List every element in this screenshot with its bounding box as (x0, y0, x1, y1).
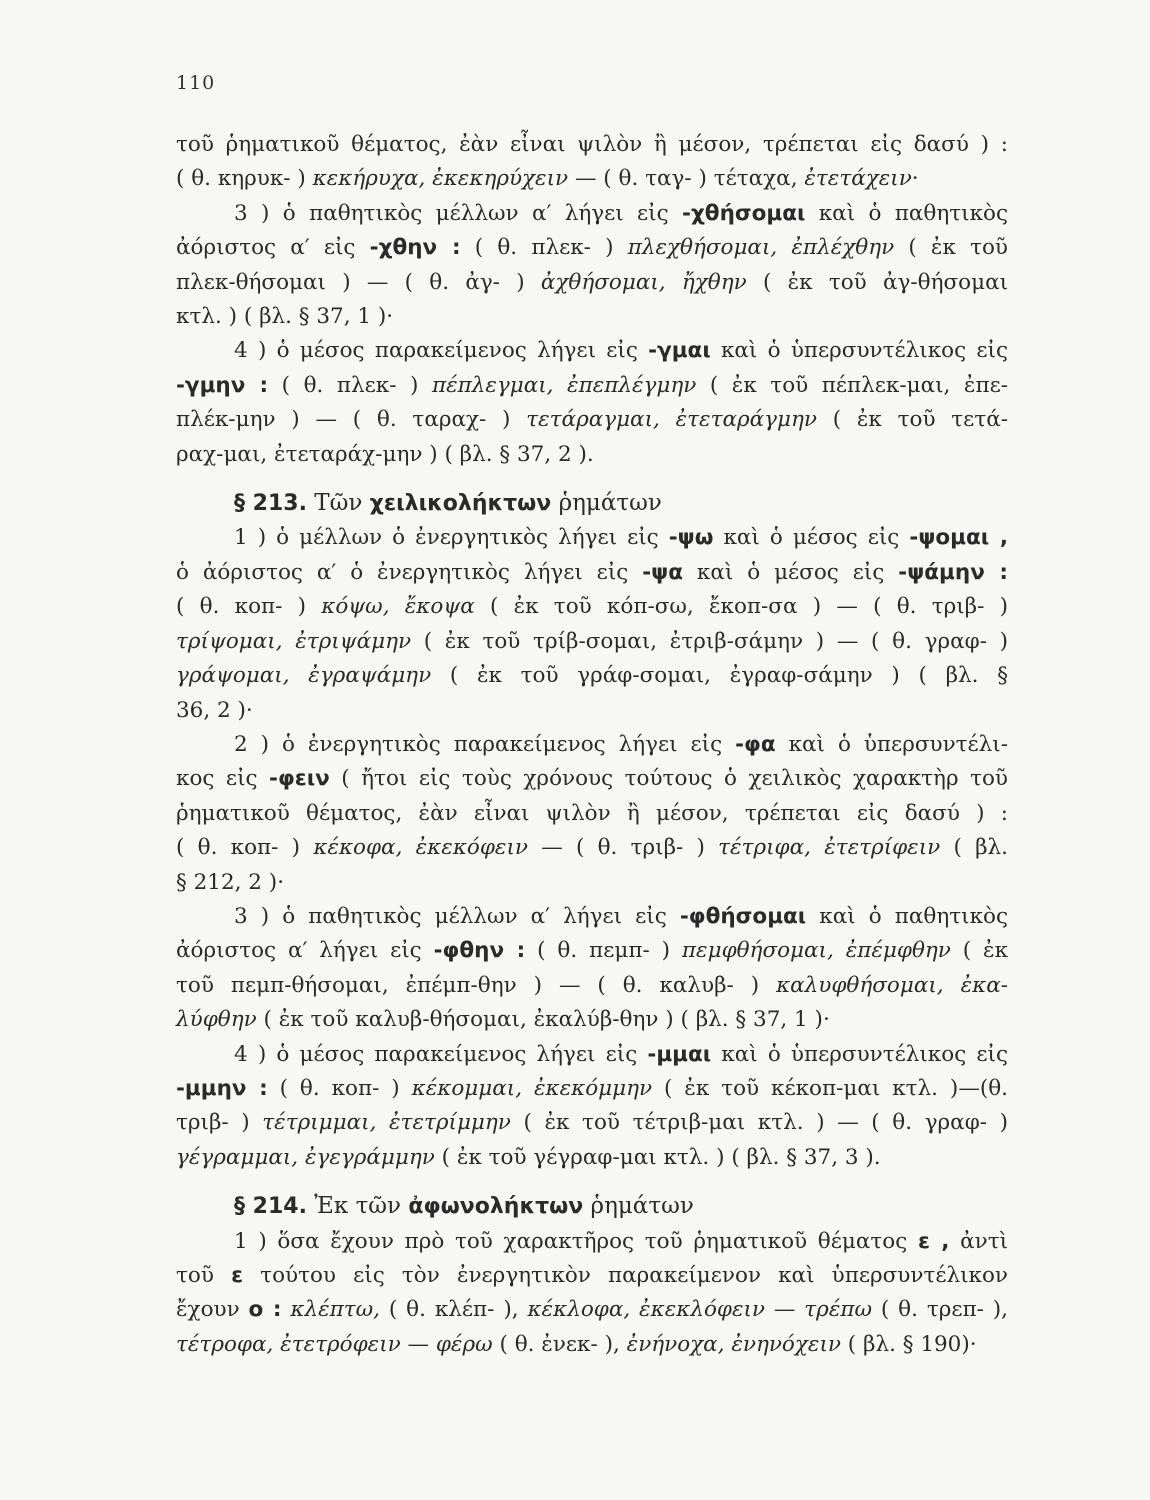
text-run: ὁ ἀόριστος α′ ὁ ἐνεργητικὸς λήγει εἰς (176, 559, 643, 585)
text-run: — ( θ. ταγ- ) τέταχα, (568, 166, 805, 192)
text-line (176, 1328, 1008, 1362)
text-line (176, 266, 1008, 300)
text-run: ( θ. πεμπ- ) (525, 938, 682, 964)
text-run: 1 ) ὅσα ἔχουν πρὸ τοῦ χαρακτῆρος τοῦ ῥηματικοῦ θέματος (234, 1228, 918, 1254)
text-line (176, 1072, 1008, 1106)
text-line (176, 162, 1008, 196)
bold-term: § 214. (234, 1194, 307, 1220)
italic-form: πλεχθήσομαι, ἐπλέχθην (627, 235, 895, 261)
text-run: ( ἐκ τοῦ πέπλεκ-μαι, ἐπε- (696, 372, 1008, 398)
bold-term: ο : (248, 1297, 282, 1323)
text-run: καὶ ὁ ὑπερσυντέλι- (775, 731, 1009, 757)
bold-term: -χθήσομαι (682, 200, 806, 226)
text-run: ἀόριστος α′ λήγει εἰς (176, 938, 434, 964)
text-line (176, 590, 1008, 624)
text-run: § 212, 2 )· (176, 869, 285, 895)
text-run: καὶ ὁ μέσος εἰς (682, 559, 899, 585)
text-run: — ( θ. τριβ- ) (527, 835, 719, 861)
text-line (176, 694, 1008, 728)
bold-term: -ψα (642, 559, 683, 585)
text-line (176, 762, 1008, 796)
italic-form: ἀχθήσομαι, ἤχθην (540, 269, 747, 295)
text-run: — (400, 1331, 436, 1357)
text-run: 1 ) ὁ μέλλων ὁ ἐνεργητικὸς λήγει εἰς (234, 525, 669, 551)
text-run: 4 ) ὁ μέσος παρακείμενος λήγει εἰς (234, 1041, 648, 1067)
section-heading (176, 486, 1008, 521)
text-run: ( θ. κοπ- ) (176, 594, 322, 620)
italic-form: τέτριμμαι, ἐτετρίμμην (262, 1110, 511, 1136)
text-run: ( ἐκ (950, 938, 1008, 964)
text-run: 36, 2 )· (176, 697, 253, 723)
bold-term: -φθήσομαι (679, 903, 807, 929)
bold-term: -ψομαι , (909, 525, 1008, 551)
text-run: ( ἐκ τοῦ κέκοπ-μαι κτλ. )—(θ. (652, 1075, 1008, 1101)
text-run: ( θ. πλεκ- ) (268, 372, 432, 398)
text-line (176, 797, 1008, 831)
text-line (176, 1141, 1008, 1175)
page-number: 110 (176, 72, 216, 94)
text-run: ( ἐκ τοῦ κόπ-σω, ἔκοπ-σα ) — ( θ. τριβ- ) (474, 594, 1008, 620)
text-run: τοῦ (176, 1263, 232, 1288)
text-line (176, 403, 1008, 437)
text-run: καὶ ὁ παθητικὸς (806, 903, 1008, 929)
bold-term: § 213. (234, 491, 307, 517)
bold-term: χειλικολήκτων (369, 491, 552, 517)
text-run: ( βλ. § 190)· (840, 1331, 977, 1357)
text-run: 3 ) ὁ παθητικὸς μέλλων α′ λήγει εἰς (234, 903, 680, 929)
text-run: καὶ ὁ παθητικὸς (805, 200, 1009, 226)
text-run: ( ἐκ τοῦ ἀγ-θήσομαι (746, 269, 1009, 295)
text-run: τούτου εἰς τὸν ἐνεργητικὸν παρακείμενον καὶ ὑπερσυντέλικον (243, 1263, 1008, 1288)
text-line (176, 625, 1008, 659)
bold-term: -φα (735, 731, 776, 757)
text-line (176, 1225, 1008, 1259)
bold-term: -φθην : (433, 938, 526, 964)
text-line (176, 1003, 1008, 1037)
text-run: ( ἐκ τοῦ (894, 235, 1008, 261)
bold-term: -ψω (668, 525, 714, 551)
bold-term: ε , (917, 1228, 950, 1254)
text-line (176, 728, 1008, 762)
bold-term: -γμαι (648, 338, 711, 364)
text-run: ( ἐκ τοῦ τρίβ-σομαι, ἐτριβ-σάμην ) — ( θ. γραφ- ) (411, 628, 1008, 654)
italic-form: γράψομαι, ἐγραψάμην (176, 663, 432, 689)
text-run: — (765, 1297, 805, 1323)
italic-form: πεμφθήσομαι, ἐπέμφθην (681, 938, 951, 964)
text-run: ἀόριστος α′ εἰς (176, 235, 370, 261)
text-run: ( θ. κηρυκ- ) (176, 166, 313, 192)
text-run: ( θ. κοπ- ) (267, 1075, 412, 1101)
italic-form: κεκήρυχα, ἐκεκηρύχειν (312, 166, 569, 192)
text-line (176, 197, 1008, 231)
italic-form: κέκλοφα, ἐκεκλόφειν (527, 1297, 765, 1323)
text-run: ( θ. κλέπ- ), (380, 1297, 528, 1323)
text-run: ( ἐκ τοῦ γράφ-σομαι, ἐγραφ-σάμην ) ( βλ. § (431, 663, 1008, 689)
italic-form: πέπλεγμαι, ἐπεπλέγμην (431, 372, 697, 398)
text-run: καὶ ὁ μέσος εἰς (713, 525, 910, 551)
bold-term: -μμαι (647, 1041, 712, 1067)
text-line (176, 334, 1008, 368)
italic-form: γέγραμμαι, ἐγεγράμμην (176, 1144, 435, 1170)
text-line (176, 934, 1008, 968)
text-run: ( ἐκ τοῦ τετά- (816, 407, 1009, 433)
bold-term: ἀφωνολήκτων (408, 1194, 584, 1220)
text-run: 2 ) ὁ ἐνεργητικὸς παρακείμενος λήγει εἰς (234, 731, 736, 757)
text-line (176, 556, 1008, 590)
text-run: ( ἐκ τοῦ γέγραφ-μαι κτλ. ) ( βλ. § 37, 3 ). (434, 1144, 881, 1170)
text-line (176, 900, 1008, 934)
text-run: ἔχουν (176, 1297, 249, 1323)
text-run: ῥηματικοῦ θέματος, ἐὰν εἶναι ψιλὸν ἢ μέσον, τρέπεται εἰς δασύ ) : (176, 800, 1008, 826)
text-line (176, 1106, 1008, 1140)
text-run: τριβ- ) (176, 1110, 263, 1136)
italic-form: τρέπω (804, 1297, 873, 1323)
text-run: πλεκ-θήσομαι ) — ( θ. ἀγ- ) (176, 269, 541, 295)
text-line (176, 300, 1008, 334)
italic-form: κέκομμαι, ἐκεκόμμην (411, 1075, 653, 1101)
text-run: ( θ. ἐνεκ- ), (492, 1331, 627, 1357)
text-run: 3 ) ὁ παθητικὸς μέλλων α′ λήγει εἰς (234, 200, 683, 226)
text-line (176, 438, 1008, 472)
italic-form: λύφθην (176, 1007, 257, 1033)
text-run: ( ἐκ τοῦ τέτριβ-μαι κτλ. ) — ( θ. γραφ- ) (510, 1110, 1009, 1136)
text-line (176, 969, 1008, 1003)
text-run: ῥημάτων (551, 490, 662, 517)
section-heading (176, 1189, 1008, 1224)
text-line (176, 1038, 1008, 1072)
italic-form: ἐτετάχειν· (804, 166, 919, 192)
text-line (176, 659, 1008, 693)
text-run: τοῦ ῥηματικοῦ θέματος, ἐὰν εἶναι ψιλὸν ἢ μέσον, τρέπεται εἰς δασύ ) : (176, 132, 1008, 157)
bold-term: -ψάμην : (898, 559, 1008, 585)
text-run: τοῦ πεμπ-θήσομαι, ἐπέμπ-θην ) — ( θ. καλυβ- ) (176, 972, 777, 998)
text-run: καὶ ὁ ὑπερσυντέλικος εἰς (711, 1041, 1008, 1067)
text-line (176, 1259, 1008, 1293)
italic-form: ἐνήνοχα, ἐνηνόχειν (626, 1331, 841, 1357)
text-run: ( ἤτοι εἰς τοὺς χρόνους τούτους ὁ χειλικὸς χαρακτὴρ τοῦ (329, 766, 1008, 792)
text-run: ( θ. τρεπ- ), (872, 1297, 1009, 1323)
bold-term: -γμην : (176, 372, 269, 398)
italic-form: φέρω (435, 1331, 493, 1357)
italic-form: κλέπτω, (290, 1297, 381, 1323)
text-run: ραχ-μαι, ἐτεταράχ-μην ) ( βλ. § 37, 2 ). (176, 441, 594, 467)
bold-term: -χθην : (369, 235, 461, 261)
text-line (176, 231, 1008, 265)
italic-form: τετάραγμαι, ἐτεταράγμην (526, 407, 817, 433)
italic-form: τέτροφα, ἐτετρόφειν (176, 1331, 401, 1357)
text-run: 4 ) ὁ μέσος παρακείμενος λήγει εἰς (234, 338, 649, 364)
body-text (176, 128, 1008, 1362)
text-line (176, 128, 1008, 162)
text-line (176, 866, 1008, 900)
italic-form: κόψω, ἔκοψα (321, 594, 475, 620)
italic-form: κέκοφα, ἐκεκόφειν (313, 835, 528, 861)
bold-term: -φειν (269, 766, 330, 792)
text-run: ῥημάτων (583, 1193, 694, 1220)
text-line (176, 521, 1008, 555)
italic-form: τρίψομαι, ἐτριψάμην (176, 628, 412, 654)
text-run: κτλ. ) ( βλ. § 37, 1 )· (176, 304, 394, 330)
text-run: κος εἰς (176, 766, 270, 792)
text-run: ἀντὶ (949, 1228, 1009, 1254)
text-line (176, 369, 1008, 403)
text-line (176, 1293, 1008, 1327)
italic-form: καλυφθήσομαι, ἐκα- (776, 972, 1008, 998)
text-run: καὶ ὁ ὑπερσυντέλικος εἰς (710, 338, 1009, 364)
text-run: ( βλ. (940, 835, 1008, 861)
bold-term: -μμην : (176, 1075, 268, 1101)
text-run: ( ἐκ τοῦ καλυβ-θήσομαι, ἐκαλύβ-θην ) ( βλ. § 37, 1 )· (256, 1007, 830, 1033)
bold-term: ε (231, 1263, 244, 1288)
text-line (176, 831, 1008, 865)
italic-form: τέτριφα, ἐτετρίφειν (718, 835, 941, 861)
text-run: πλέκ-μην ) — ( θ. ταραχ- ) (176, 407, 527, 433)
text-run: ( θ. κοπ- ) (176, 835, 314, 861)
text-run: Ἐκ τῶν (306, 1193, 409, 1220)
text-run: Τῶν (306, 490, 370, 517)
text-run: ( θ. πλεκ- ) (460, 235, 628, 261)
